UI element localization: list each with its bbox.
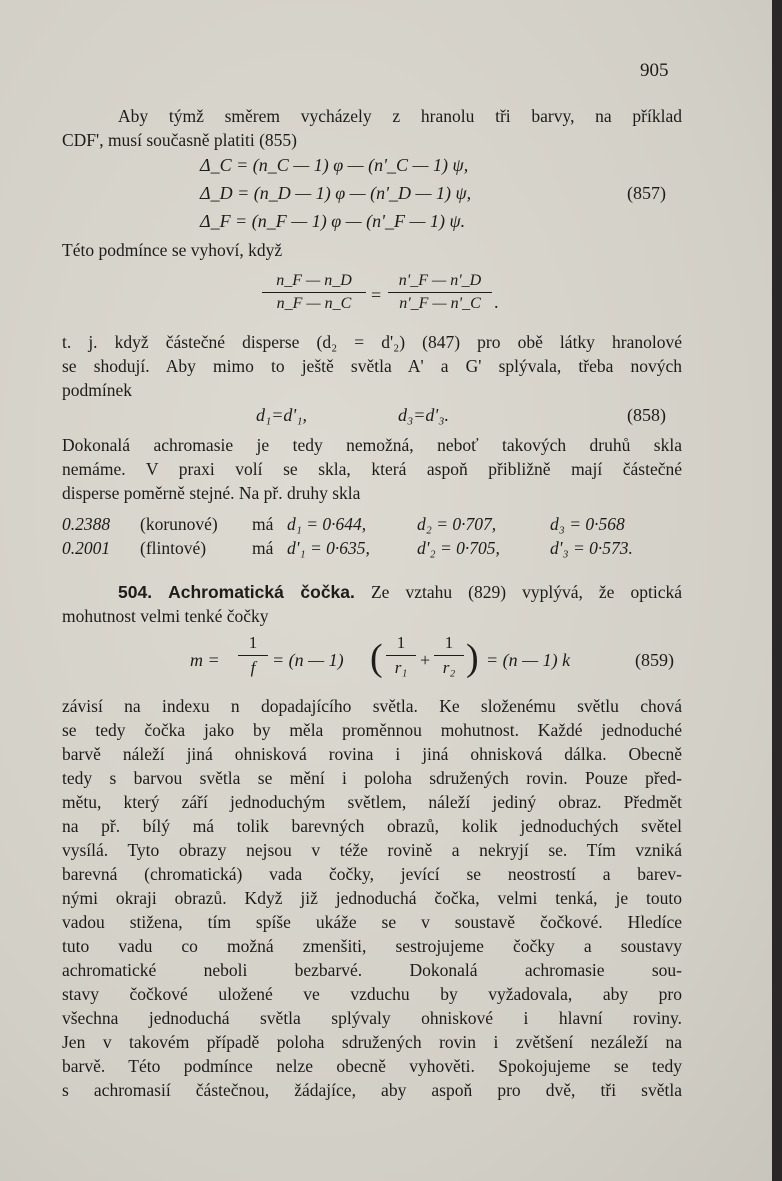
condition-text: Této podmínce se vyhoví, když (62, 240, 283, 260)
para3-line: tuto vadu co možná zmenšiti, sestrojujeme čočky a soustavy (62, 936, 682, 956)
eq-857-line-2: Δ_D = (n_D — 1) φ — (n'_D — 1) ψ, (200, 183, 472, 203)
ratio-right-denominator: n'_F — n'_C (399, 295, 481, 312)
page-number: 905 (640, 60, 669, 81)
section-number: 504. (118, 582, 153, 602)
para1-line-3: podmínek (62, 380, 132, 400)
eq-859-mid: = (n — 1) (272, 650, 344, 670)
glass-d2: d'₂ = 0·705, (417, 538, 500, 558)
eq-858-number: (858) (627, 405, 666, 425)
ratio-left-numerator: n_F — n_D (262, 272, 366, 293)
para3-line: stavy čočkové uložené ve vzduchu by vyžadovala, aby pro (62, 984, 682, 1004)
glass-code: 0.2001 (62, 538, 111, 558)
para1-line-2: se shodují. Aby mimo to ještě světla A' a G' splývala, třeba nových (62, 356, 682, 376)
para3-line: mětu, který září jednoduchým světlem, náleží jediný obraz. Předmět (62, 792, 682, 812)
ratio-left-denominator: n_F — n_C (276, 295, 352, 312)
eq-857-number: (857) (627, 183, 666, 203)
eq-859-f: f (250, 658, 256, 677)
eq-859-left-paren: ( (370, 637, 383, 679)
glass-ma: má (252, 514, 274, 534)
para3-line: na př. bílý má tolik barevných obrazů, kolik jednoduchých světel (62, 816, 682, 836)
eq-858-right: d₃=d'₃. (398, 405, 450, 425)
eq-859-r2: r₂ (442, 658, 456, 677)
para3-line: nými okraji obrazů. Když již jednoduchá čočka, velmi tenká, je touto (62, 888, 682, 908)
ratio-left-fraction (262, 272, 366, 313)
para3-line: vysílá. Tyto obrazy nejsou v téže rovině a nekryjí se. Tím vzniká (62, 840, 682, 860)
para3-line: se tedy čočka jako by měla proměnnou mohutnost. Každé jednoduché (62, 720, 682, 740)
para2-line-2: nemáme. V praxi volí se skla, která aspoň přibližně mají částečné (62, 459, 682, 479)
ratio-right-fraction (388, 272, 492, 313)
eq-859-frac-1f (238, 633, 268, 678)
glass-name: (flintové) (140, 538, 207, 558)
eq-859-one: 1 (238, 633, 268, 656)
eq-859-plus: + (420, 650, 431, 670)
para3-line: Jen v takovém případě poloha sdružených rovin i zvětšení nezáleží na (62, 1032, 682, 1052)
glass-ma: má (252, 538, 274, 558)
eq-857-line-3: Δ_F = (n_F — 1) φ — (n'_F — 1) ψ. (200, 211, 466, 231)
para2-line-1: Dokonalá achromasie je tedy nemožná, neboť takových druhů skla (62, 435, 682, 455)
glass-d1: d₁ = 0·644, (287, 514, 367, 534)
ratio-period: . (494, 292, 499, 312)
para3-line: tedy s barvou světla se mění i poloha sdružených rovin. Pouze před- (62, 768, 682, 788)
glass-name: (korunové) (140, 514, 218, 534)
ratio-equals-sign: = (371, 285, 382, 305)
para3-line: barevná (chromatická) vada čočky, jevící se neostrostí a barev- (62, 864, 682, 884)
para3-line: achromatické neboli bezbarvé. Dokonalá achromasie sou- (62, 960, 682, 980)
eq-858-left: d₁=d'₁, (256, 405, 308, 425)
eq-859-number: (859) (635, 650, 674, 670)
eq-859-right-paren: ) (466, 637, 479, 679)
section-heading-line (118, 580, 682, 604)
glass-d3: d'₃ = 0·573. (550, 538, 633, 558)
section-title: Achromatická čočka. (168, 582, 355, 602)
para3-line: barvě. Této podmínce nelze obecně vyhověti. Spokojujeme se tedy (62, 1056, 682, 1076)
section-intro: Ze vztahu (829) vyplývá, že optická (370, 582, 683, 602)
eq-859-frac-r1 (386, 633, 416, 678)
intro-line-2: CDF', musí současně platiti (855) (62, 130, 298, 150)
eq-859-one-r2: 1 (434, 633, 464, 656)
para3-line: s achromasií částečnou, žádajíce, aby aspoň pro dvě, tři světla (62, 1080, 682, 1100)
glass-d1: d'₁ = 0·635, (287, 538, 370, 558)
page-edge (772, 0, 782, 1181)
para2-line-3: disperse poměrně stejné. Na př. druhy skla (62, 483, 361, 503)
eq-859-frac-r2 (434, 633, 464, 678)
intro-line-1: Aby týmž směrem vycházely z hranolu tři barvy, na příklad (118, 106, 682, 126)
glass-code: 0.2388 (62, 514, 111, 534)
eq-859-one-r1: 1 (386, 633, 416, 656)
para3-line: barvě náleží jiná ohnisková rovina i jiná ohnisková dálka. Obecně (62, 744, 682, 764)
para1-line-1: t. j. když částečné disperse (d₂ = d'₂) (847) pro obě látky hranolové (62, 332, 682, 352)
eq-857-line-1: Δ_C = (n_C — 1) φ — (n'_C — 1) ψ, (200, 155, 469, 175)
eq-859-end: = (n — 1) k (486, 650, 571, 670)
glass-d2: d₂ = 0·707, (417, 514, 497, 534)
eq-859-r1: r₁ (394, 658, 408, 677)
glass-d3: d₃ = 0·568 (550, 514, 625, 534)
para3-line: závisí na indexu n dopadajícího světla. Ke složenému světlu chová (62, 696, 682, 716)
eq-859-m: m = (190, 650, 220, 670)
para3-line: vadou stižena, tím spíše ukáže se v soustavě čočkové. Hledíce (62, 912, 682, 932)
ratio-right-numerator: n'_F — n'_D (388, 272, 492, 293)
para3-line: všechna jednoduchá světla splývaly ohniskové i hlavní roviny. (62, 1008, 682, 1028)
section-intro-line-2: mohutnost velmi tenké čočky (62, 606, 269, 626)
